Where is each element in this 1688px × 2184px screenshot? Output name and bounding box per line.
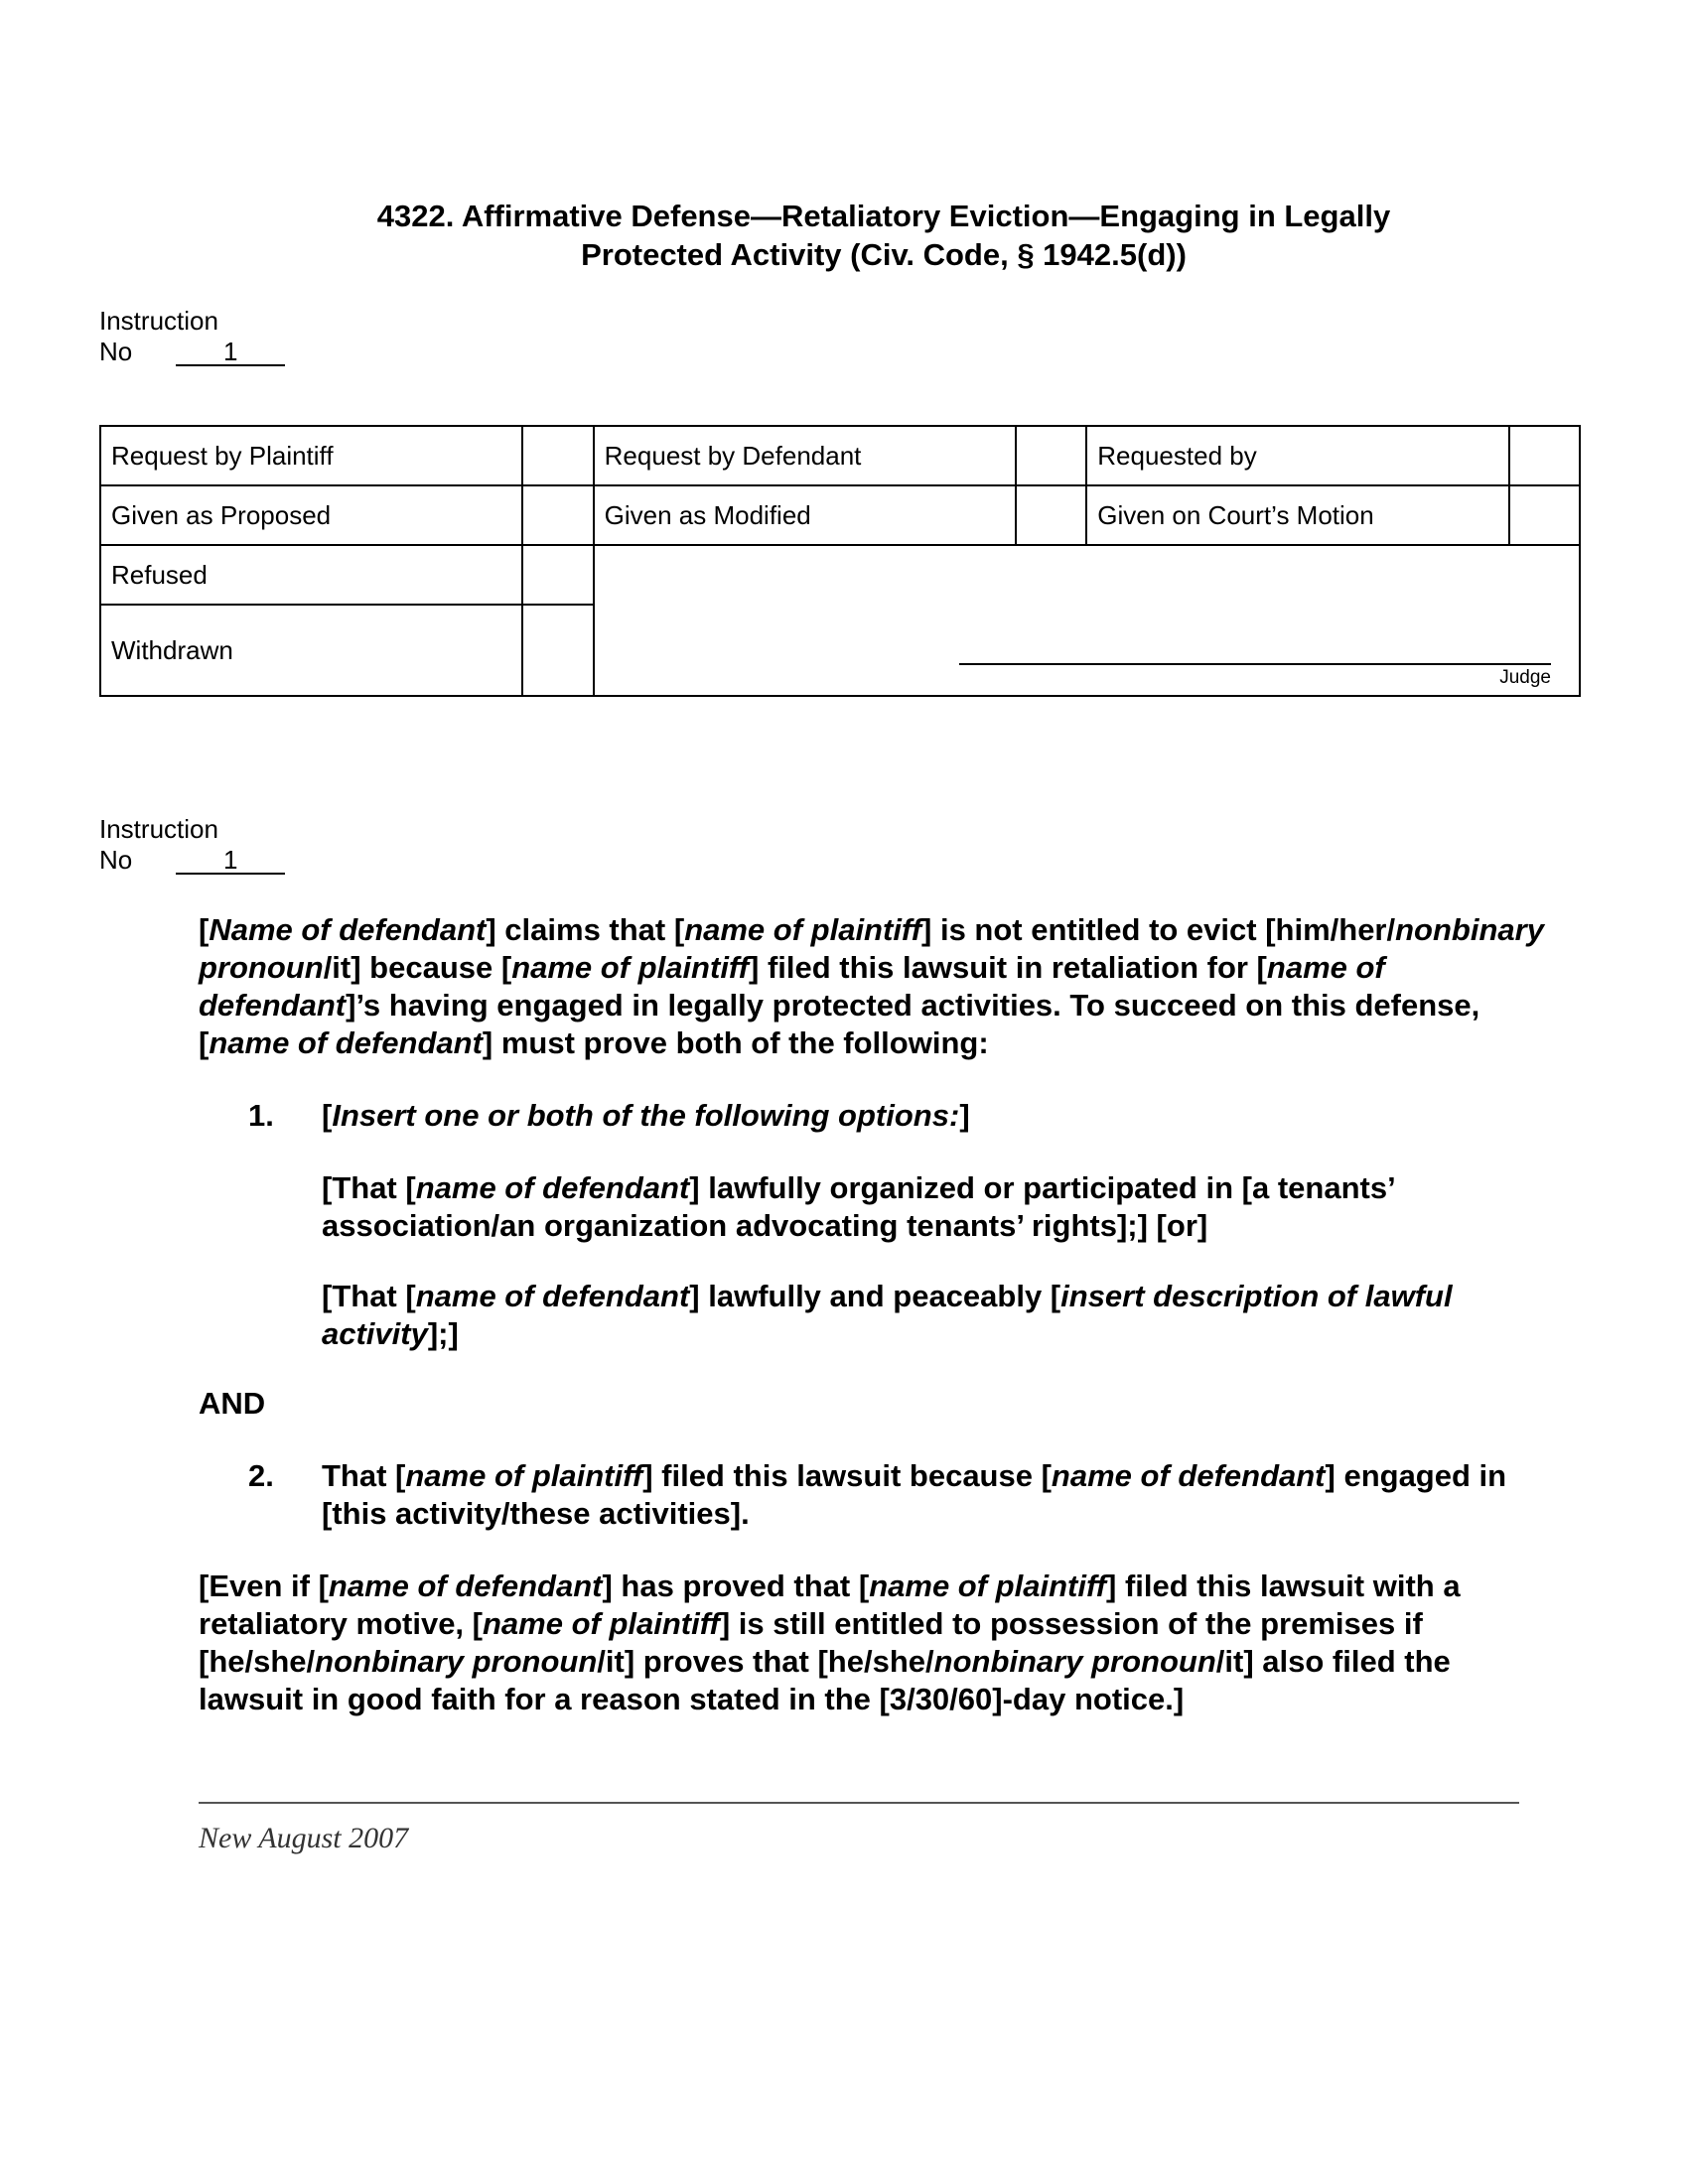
element-1-number: 1. [248,1098,274,1133]
judge-label: Judge [1499,667,1551,688]
instruction-label: Instruction [99,306,218,336]
no-label: No [99,337,133,366]
refused-checkbox[interactable] [522,545,593,605]
instruction-number-field[interactable]: 1 [176,847,285,875]
footer-divider [199,1802,1519,1804]
instruction-number-field[interactable]: 1 [176,339,285,366]
instruction-label: Instruction [99,814,218,844]
instruction-title [248,197,1519,274]
title-line-2: Protected Activity (Civ. Code, § 1942.5(d)) [581,237,1187,272]
request-by-defendant-checkbox[interactable] [1016,426,1086,485]
element-2: 2. That [name of plaintiff] filed this lawsuit because [name of defendant] engaged in [this activity/these activities]. [248,1458,1507,1531]
given-on-courts-motion-label: Given on Court’s Motion [1086,485,1509,545]
judge-signature-area [594,545,1580,696]
requested-by-label: Requested by [1086,426,1509,485]
no-label: No [99,845,133,875]
given-as-proposed-label: Given as Proposed [100,485,522,545]
judge-signature-line[interactable] [959,663,1551,665]
given-as-proposed-checkbox[interactable] [522,485,593,545]
withdrawn-checkbox[interactable] [522,605,593,696]
request-by-plaintiff-checkbox[interactable] [522,426,593,485]
closing-paragraph: [Even if [name of defendant] has proved that [name of plaintiff] filed this lawsuit with a retaliatory motive, [name of plaintiff] is still entitled to possession of the premises if [he/she/nonbinary pronoun/it] proves that [he/she/nonbinary pronoun/it] also filed the lawsuit in good faith for a reason stated in the [3/30/60]-day notice.] [199,1569,1461,1716]
element-1-option-2: [That [name of defendant] lawfully and peaceably [insert description of lawful activity];] [322,1279,1453,1351]
footer-date: New August 2007 [199,1822,409,1854]
given-as-modified-checkbox[interactable] [1016,485,1086,545]
request-by-defendant-label: Request by Defendant [594,426,1016,485]
requested-by-checkbox[interactable] [1509,426,1580,485]
instruction-number-block-bottom [99,814,285,876]
request-status-table [99,425,1581,697]
request-by-plaintiff-label: Request by Plaintiff [100,426,522,485]
instruction-number-block-top [99,306,285,367]
title-line-1: 4322. Affirmative Defense—Retaliatory Eviction—Engaging in Legally [376,199,1391,233]
intro-paragraph: [Name of defendant] claims that [name of plaintiff] is not entitled to evict [him/her/nonbinary pronoun/it] because [name of plaintiff] filed this lawsuit in retaliation for [name of defendant]’s having engaged in legally protected activities. To succeed on this defense, [name of defendant] must prove both of the following: [199,912,1544,1060]
element-1-option-1: [That [name of defendant] lawfully organized or participated in [a tenants’ association/an organization advocating tenants’ rights];] [or] [322,1170,1394,1243]
given-as-modified-label: Given as Modified [594,485,1016,545]
element-2-number: 2. [248,1458,274,1493]
and-connector: AND [199,1386,266,1421]
withdrawn-label: Withdrawn [100,605,522,696]
given-on-courts-motion-checkbox[interactable] [1509,485,1580,545]
element-1: 1. [Insert one or both of the following options:] [248,1098,970,1133]
refused-label: Refused [100,545,522,605]
